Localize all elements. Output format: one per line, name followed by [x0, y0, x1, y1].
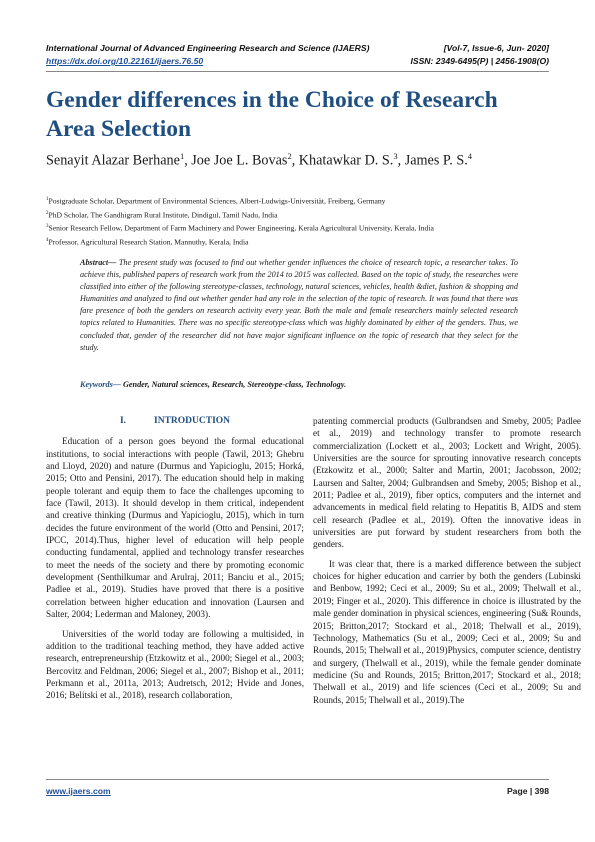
paragraph: Education of a person goes beyond the formal educational institutions, to social interactions with people (Tawil, 2013; Ghebru and Lloyd, 2020) and nature (Durmus and Yapicioglu, 2015; Horká, 2015; Otto and Pensini, 2017). The education should help in making people tolerant and equip them to face the challenges upcoming to face (Tawil, 2013). It should develop in them critical, independent and creative thinking (Durmus and Yapicioglu, 2015), which in turn decides the future environment of the world (Otto and Pensini, 2017; IPCC, 2014).Thus, higher level of education will help people conducting fundamental, applied and technology transfer researches to meet the needs of the society and there by promoting economic development (Senthilkumar and Arulraj, 2011; Banciu et al., 2015; Padlee et al., 2019). Studies have proved that there is a positive correlation between higher education and innovation (Laursen and Salter, 2004; Lederman and Maloney, 2003).	[46, 436, 304, 620]
abstract	[80, 257, 518, 354]
author-affiliation-marker: 4	[467, 151, 473, 161]
page-footer	[46, 786, 549, 796]
footer-divider	[46, 779, 549, 780]
section-heading	[46, 415, 304, 427]
running-header-line2	[46, 56, 549, 66]
author-affiliation-marker: 3	[393, 151, 398, 161]
doi-link[interactable]: https://dx.doi.org/10.22161/ijaers.76.50	[46, 56, 204, 66]
affiliation-text: Professor, Agricultural Research Station, Mannuthy, Kerala, India	[48, 237, 249, 247]
issn-info: ISSN: 2349-6495(P) | 2456-1908(O)	[410, 56, 549, 66]
journal-website-link[interactable]: www.ijaers.com	[46, 786, 111, 796]
affiliation-line	[46, 194, 434, 208]
affiliation-text: Postgraduate Scholar, Department of Environmental Sciences, Albert-Ludwigs-Universität, Freiberg, Germany	[48, 196, 386, 206]
journal-name: International Journal of Advanced Engineering Research and Science (IJAERS)	[46, 43, 370, 53]
paragraph: patenting commercial products (Gulbrandsen and Smeby, 2005; Padlee et al., 2019) and technology transfer to promote research commercialization (Lockett et al., 2003; Lockett and Wright, 2005). Universities are the source for sprouting innovative research concepts (Etzkowitz et al., 2000; Salter and Martin, 2001; Jacobsson, 2002; Laursen and Salter, 2004; Gulbrandsen and Smeby, 2005; Bishop et al., 2011; Padlee et al., 2019), fiber optics, computers and the internet and advancements in medical field relating to Hepatitis B, AIDS and stem cell research (Padlee et al., 2019). Often the innovative ideas in universities are put forward by student researchers from both the genders.	[313, 416, 581, 550]
page-number: Page | 398	[506, 786, 549, 796]
abstract-label: Abstract—	[80, 258, 117, 267]
affiliation-line	[46, 235, 434, 249]
section-number: I.	[119, 416, 127, 426]
author-affiliation-marker: 1	[179, 151, 185, 161]
affiliation-marker: 2	[46, 210, 49, 216]
paragraph: It was clear that, there is a marked difference between the subject choices for higher education and carrier by both the genders (Lubinski and Benbow, 1992; Ceci et al., 2009; Su et al., 2009; Thelwall et al., 2019; Finger et al., 2020). This difference in choice is illustrated by the male gender domination in physical sciences, engineering (Su& Rounds, 2015; Britton,2017; Stockard et al., 2018; Thelwall et al., 2019), Technology, Mathematics (Su et al., 2009; Ceci et al., 2009; Su and Rounds, 2015; Thelwall et al., 2019)Physics, computer science, dentistry and surgery, (Thelwall et al., 2019), while the female gender dominate medicine (Su and Rounds, 2015; Britton,2017; Stockard et al., 2018; Thelwall et al., 2019) and life sciences (Ceci et al., 2009; Su and Rounds, 2015; Thelwall et al., 2019).The	[313, 558, 582, 705]
paper-title: Gender differences in the Choice of Research Area Selection	[46, 87, 498, 142]
keywords-label: Keywords—	[80, 380, 121, 389]
keywords	[80, 380, 518, 389]
affiliation-marker: 1	[46, 197, 49, 202]
author-name: Joe Joe L. Bovas	[191, 152, 288, 169]
author-name: Khatawkar D. S.	[298, 152, 394, 169]
affiliation-line	[46, 221, 434, 235]
author-list	[46, 151, 472, 170]
affiliation-marker: 4	[46, 238, 49, 244]
keywords-text: Gender, Natural sciences, Research, Stereotype-class, Technology.	[120, 380, 347, 389]
header-divider	[46, 71, 549, 72]
author-separator: ,	[184, 152, 192, 169]
section-title: INTRODUCTION	[154, 416, 231, 426]
running-header	[46, 43, 549, 53]
right-column	[313, 415, 581, 706]
affiliation-text: PhD Scholar, The Gandhigram Rural Institute, Dindigul, Tamil Nadu, India	[48, 210, 278, 220]
author-name: Senayit Alazar Berhane	[46, 152, 180, 169]
affiliation-text: Senior Research Fellow, Department of Farm Machinery and Power Engineering, Kerala Agricultural University, Kerala, India	[48, 224, 434, 233]
author-name: James P. S.	[404, 152, 468, 169]
abstract-text: The present study was focused to find out whether gender influences the choice of research topic, a researcher takes. To achieve this, published papers of research work from the 2014 to 2015 was collected. Based on the topic of study, the researches were classified into either of the following stereotype-classes, technology, natural sciences, vehicles, health &diet, fashion & shopping and Humanities and analyzed to find out whether gender had any role in the selection of the topic of research. It was found that there was fare presence of both the genders on research activity every year. Both the male and female researchers mainly selected research topics related to Humanities. There was no specific stereotype-class which was highly dominated by either of the genders. Thus, we concluded that, gender of the researcher did not have major significant influence on the topic of research that they select for the study.	[80, 258, 518, 352]
author-separator: ,	[291, 152, 299, 169]
left-column	[46, 415, 304, 702]
paragraph: Universities of the world today are following a multisided, in addition to the traditional teaching method, they have added active research, entrepreneurship (Etzkowitz et al., 2000; Siegel et al., 2003; Bercovitz and Feldman, 2006; Siegel et al., 2007; Bishop et al., 2011; Perkmann et al., 2011a, 2013; Audretsch, 2012; Hvide and Jones, 2016; Belitski et al., 2018), research collaboration,	[46, 628, 304, 701]
author-separator: ,	[397, 152, 405, 169]
affiliation-line	[46, 208, 434, 222]
issue-info: [Vol-7, Issue-6, Jun- 2020]	[443, 43, 549, 53]
author-affiliation-marker: 2	[287, 151, 292, 161]
affiliations	[46, 194, 434, 249]
affiliation-marker: 3	[46, 224, 49, 230]
